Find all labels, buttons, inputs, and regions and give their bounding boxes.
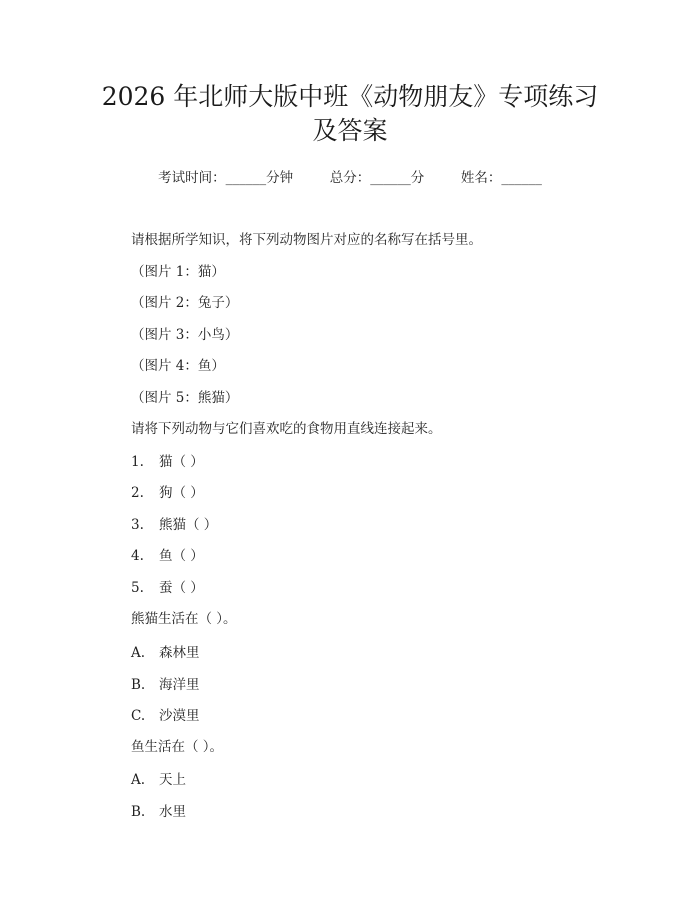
time-label: 考试时间： bbox=[158, 170, 226, 186]
name-label: 姓名： bbox=[460, 170, 502, 186]
question4-option bbox=[131, 803, 186, 821]
score-label: 总分： bbox=[329, 170, 371, 186]
question3-option bbox=[131, 676, 200, 694]
option-letter: B. bbox=[131, 804, 146, 820]
match-item-number: 1. bbox=[131, 454, 144, 470]
question4-stem: 鱼生活在（ ）。 bbox=[131, 739, 224, 755]
match-item-text: 熊猫（ ） bbox=[159, 517, 218, 533]
question3-option bbox=[131, 644, 200, 662]
question4-option bbox=[131, 771, 186, 789]
option-text: 水里 bbox=[159, 804, 186, 820]
option-letter: A. bbox=[131, 645, 146, 661]
question3-stem: 熊猫生活在（ ）。 bbox=[131, 611, 237, 627]
score-unit: 分 bbox=[410, 170, 425, 186]
section1-item: （图片 5：熊猫） bbox=[131, 390, 239, 406]
document-title bbox=[80, 80, 620, 148]
option-text: 沙漠里 bbox=[159, 708, 200, 724]
score-blank: ______ bbox=[370, 170, 411, 186]
match-item bbox=[131, 547, 204, 565]
option-text: 森林里 bbox=[159, 645, 200, 661]
match-item-number: 4. bbox=[131, 548, 144, 564]
option-letter: A. bbox=[131, 772, 146, 788]
section2-instruction: 请将下列动物与它们喜欢吃的食物用直线连接起来。 bbox=[131, 421, 442, 437]
option-letter: B. bbox=[131, 677, 146, 693]
match-item bbox=[131, 484, 204, 502]
option-letter: C. bbox=[131, 708, 146, 724]
match-item bbox=[131, 453, 204, 471]
match-item-text: 鱼（ ） bbox=[159, 548, 204, 564]
match-item-text: 狗（ ） bbox=[159, 485, 204, 501]
match-item-text: 猫（ ） bbox=[159, 454, 204, 470]
time-blank: ______ bbox=[225, 170, 267, 186]
match-item-number: 5. bbox=[131, 580, 144, 596]
match-item-text: 蚕（ ） bbox=[159, 580, 204, 596]
section1-instruction: 请根据所学知识，将下列动物图片对应的名称写在括号里。 bbox=[131, 232, 482, 248]
title-line-1: 2026 年北师大版中班《动物朋友》专项练习 bbox=[101, 82, 599, 111]
option-text: 天上 bbox=[159, 772, 186, 788]
match-item-number: 3. bbox=[131, 517, 144, 533]
section1-item: （图片 1：猫） bbox=[131, 264, 225, 280]
match-item-number: 2. bbox=[131, 485, 144, 501]
match-item bbox=[131, 579, 204, 597]
section1-item: （图片 4：鱼） bbox=[131, 358, 225, 374]
section1-item: （图片 3：小鸟） bbox=[131, 327, 239, 343]
option-text: 海洋里 bbox=[159, 677, 200, 693]
exam-meta-line bbox=[0, 169, 700, 187]
question3-option bbox=[131, 707, 200, 725]
time-unit: 分钟 bbox=[266, 170, 294, 186]
match-item bbox=[131, 516, 217, 534]
section1-item: （图片 2：兔子） bbox=[131, 295, 239, 311]
title-line-2: 及答案 bbox=[312, 116, 388, 145]
name-blank: ______ bbox=[501, 170, 542, 186]
